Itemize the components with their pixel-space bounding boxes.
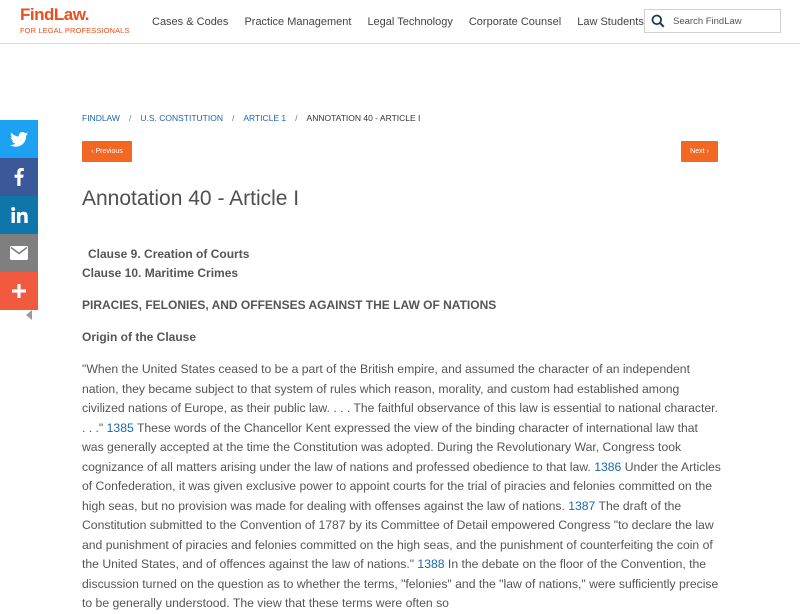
nav-practice-management[interactable]: Practice Management (244, 16, 352, 28)
breadcrumb-separator: / (231, 113, 235, 123)
facebook-icon (14, 168, 24, 186)
nav-legal-technology[interactable]: Legal Technology (367, 16, 453, 28)
section-heading: PIRACIES, FELONIES, AND OFFENSES AGAINST THE LAW OF NATIONS (82, 298, 497, 312)
breadcrumb-article-1[interactable]: ARTICLE 1 (243, 113, 287, 123)
logo-subtitle: FOR LEGAL PROFESSIONALS (20, 26, 130, 35)
search-input[interactable] (673, 16, 773, 27)
breadcrumb-us-constitution[interactable]: U.S. CONSTITUTION (140, 113, 223, 123)
plus-icon (12, 284, 26, 298)
findlaw-logo[interactable] (20, 6, 130, 36)
page-title: Annotation 40 - Article I (82, 187, 300, 210)
linkedin-share-button[interactable] (0, 196, 38, 234)
next-button[interactable]: Next › (681, 141, 718, 162)
twitter-icon (10, 132, 28, 147)
paragraph-text: The draft of the Constitution submitted to the Convention of 1787 by its Committee of Detail empowered Congress "to declare the law and punishment of piracies and felonies committed on the high seas, and the punishment of counterfeiting the coin of the United States, and of offences against the law of nations." (82, 498, 714, 571)
footnote-link-1387[interactable]: 1387 (568, 498, 596, 513)
footnote-link-1385[interactable]: 1385 (106, 420, 134, 435)
clause-10-heading: Clause 10. Maritime Crimes (82, 266, 239, 280)
previous-button[interactable]: ‹ Previous (82, 141, 132, 162)
facebook-share-button[interactable] (0, 158, 38, 196)
more-share-button[interactable] (0, 272, 38, 310)
search-icon[interactable] (651, 14, 665, 28)
paragraph-text: These words of the Chancellor Kent expressed the view of the binding character of international law that was generally accepted at the time the Constitution was adopted. During the Revolutionary War, Congress took cognizance of all matters arising under the law of nations and professed obedience to that law. (82, 420, 698, 474)
email-icon (10, 246, 28, 260)
clause-9-heading: Clause 9. Creation of Courts (88, 247, 250, 261)
search-box[interactable] (644, 9, 781, 33)
paragraph-text: "When the United States ceased to be a part of the British empire, and assumed the character of an independent nation, they became subject to that system of rules which reason, morality, and custom had established among civilized nations of Europe, as their public law. . . . The faithful observance of this law is essential to national character. . . ." (82, 362, 718, 435)
breadcrumb (82, 113, 420, 123)
breadcrumb-separator: / (128, 113, 132, 123)
breadcrumb-current: ANNOTATION 40 - ARTICLE I (306, 113, 421, 123)
email-share-button[interactable] (0, 234, 38, 272)
nav-cases-codes[interactable]: Cases & Codes (152, 16, 229, 28)
main-nav (152, 0, 660, 44)
nav-corporate-counsel[interactable]: Corporate Counsel (468, 16, 562, 28)
nav-law-students[interactable]: Law Students (577, 16, 644, 28)
paragraph-text: In the debate on the floor of the Convention, the discussion turned on the question as to whether the terms, "felonies" and the "law of nations," were sufficiently precise to be generally understood. The view that these terms were often so (82, 557, 719, 610)
footnote-link-1388[interactable]: 1388 (417, 557, 445, 571)
site-header (0, 0, 800, 44)
social-share-bar (0, 120, 38, 310)
paragraph-text: Under the Articles of Confederation, it was given exclusive power to appoint courts for the trial of piracies and felonies committed on the high seas, but no provision was made for dealing with offenses against the law of nations. (82, 459, 721, 513)
article-paragraph (82, 360, 722, 614)
footnote-link-1386[interactable]: 1386 (594, 459, 622, 474)
logo-text: FindLaw. (20, 5, 90, 24)
section-subheading: Origin of the Clause (82, 330, 197, 344)
linkedin-icon (11, 207, 28, 223)
breadcrumb-separator: / (295, 113, 298, 123)
twitter-share-button[interactable] (0, 120, 38, 158)
collapse-arrow-icon[interactable] (26, 310, 32, 320)
breadcrumb-findlaw[interactable]: FINDLAW (82, 113, 120, 123)
